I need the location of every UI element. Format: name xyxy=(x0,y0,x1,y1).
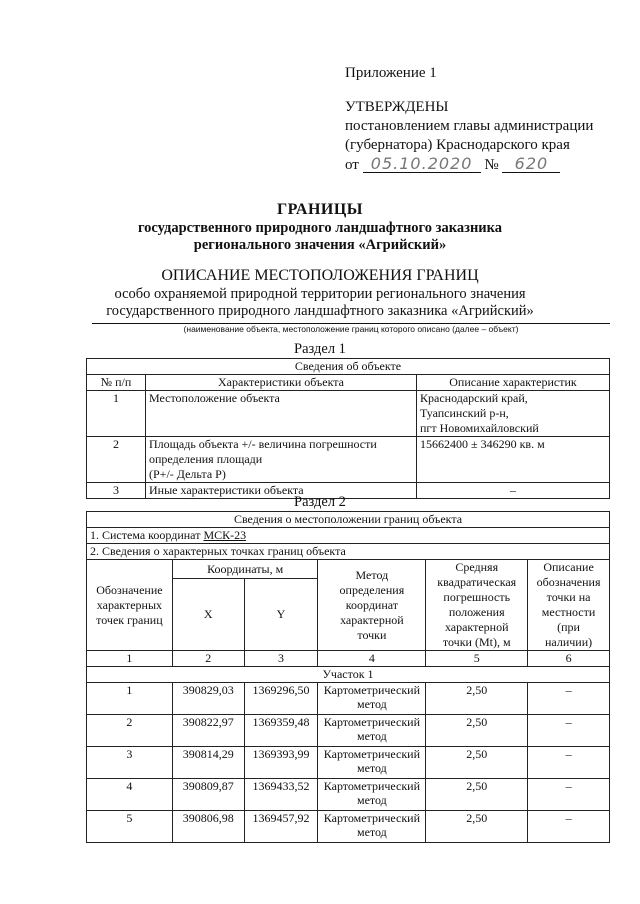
characteristic-line: Площадь объекта +/- величина погрешности xyxy=(149,437,377,451)
column-number: 2 xyxy=(172,651,244,667)
point-description: – xyxy=(528,747,610,779)
table-row xyxy=(87,391,610,437)
description-line: Туапсинский р-н, xyxy=(420,406,509,420)
coord-system-cell xyxy=(87,528,610,544)
points-label: 2. Сведения о характерных точках границ объекта xyxy=(87,544,610,560)
table-row xyxy=(87,811,610,843)
method-line: метод xyxy=(357,793,387,807)
point-method xyxy=(318,747,426,779)
characteristic-line: Местоположение объекта xyxy=(149,391,280,405)
row-description xyxy=(417,391,610,437)
point-method xyxy=(318,779,426,811)
subtitle-line-2: регионального значения «Агрийский» xyxy=(193,237,447,253)
header-line: характерной xyxy=(444,620,509,634)
row-characteristic xyxy=(146,437,417,483)
point-error: 2,50 xyxy=(426,747,528,779)
point-error: 2,50 xyxy=(426,811,528,843)
method-line: Картометрический xyxy=(323,779,421,793)
header-point-description xyxy=(528,560,610,651)
point-y: 1369359,48 xyxy=(244,715,318,747)
header-line: Метод xyxy=(355,567,389,582)
method-line: Картометрический xyxy=(323,747,421,761)
column-number: 5 xyxy=(426,651,528,667)
column-number: 4 xyxy=(318,651,426,667)
date-prefix: от xyxy=(345,157,359,173)
table-caption-row xyxy=(87,512,610,528)
method-line: Картометрический xyxy=(323,715,421,729)
method-line: метод xyxy=(357,825,387,839)
section-2-title: Раздел 2 xyxy=(294,494,346,510)
point-y: 1369457,92 xyxy=(244,811,318,843)
header-x: X xyxy=(172,579,244,651)
characteristic-line: определения площади xyxy=(149,452,263,466)
header-point xyxy=(87,560,173,651)
header-line: Описание xyxy=(543,560,594,574)
table-caption: Сведения о местоположении границ объекта xyxy=(87,512,610,528)
header-line: точки xyxy=(357,627,387,642)
table-header-row xyxy=(87,560,610,579)
boundary-points-table xyxy=(86,511,610,843)
characteristic-line: (Р+/- Дельта Р) xyxy=(149,467,226,481)
point-number: 2 xyxy=(87,715,173,747)
column-number: 3 xyxy=(244,651,318,667)
header-line: положения xyxy=(448,605,505,619)
points-label-row xyxy=(87,544,610,560)
header-line: характерной xyxy=(340,612,404,627)
header-method xyxy=(318,560,426,651)
point-description: – xyxy=(528,683,610,715)
header-y: Y xyxy=(244,579,318,651)
handwritten-number: 620 xyxy=(502,155,560,173)
description-line: 15662400 ± 346290 кв. м xyxy=(420,437,545,451)
coord-system-label: 1. Система координат xyxy=(90,528,201,542)
point-error: 2,50 xyxy=(426,683,528,715)
description-line: Краснодарский край, xyxy=(420,391,528,405)
row-description xyxy=(417,437,610,483)
header-coordinates: Координаты, м xyxy=(172,560,318,579)
object-info-table xyxy=(86,358,610,499)
row-number: 2 xyxy=(87,437,146,483)
header-line: точки на xyxy=(546,590,591,604)
point-number: 5 xyxy=(87,811,173,843)
header-line: точек границ xyxy=(96,612,163,627)
table-row xyxy=(87,779,610,811)
point-number: 3 xyxy=(87,747,173,779)
point-x: 390814,29 xyxy=(172,747,244,779)
description-note: (наименование объекта, местоположение границ которого описано (далее – объект) xyxy=(183,324,519,334)
header-line: погрешность xyxy=(443,590,511,604)
coord-system-row xyxy=(87,528,610,544)
point-y: 1369393,99 xyxy=(244,747,318,779)
point-x: 390806,98 xyxy=(172,811,244,843)
header-line: (при xyxy=(557,620,580,634)
description-title: ОПИСАНИЕ МЕСТОПОЛОЖЕНИЯ ГРАНИЦ xyxy=(161,267,479,284)
point-x: 390809,87 xyxy=(172,779,244,811)
description-line: пгт Новомихайловский xyxy=(420,421,539,435)
coord-system-value: МСК-23 xyxy=(203,528,247,542)
column-number-row xyxy=(87,651,610,667)
appendix-label: Приложение 1 xyxy=(345,65,437,81)
header-line: Средняя xyxy=(455,560,499,574)
point-error: 2,50 xyxy=(426,779,528,811)
header-line: местности xyxy=(541,605,596,619)
number-label: № xyxy=(484,157,499,173)
header-line: характерных xyxy=(96,597,163,612)
method-line: метод xyxy=(357,697,387,711)
point-y: 1369296,50 xyxy=(244,683,318,715)
point-method xyxy=(318,715,426,747)
point-x: 390829,03 xyxy=(172,683,244,715)
point-error: 2,50 xyxy=(426,715,528,747)
table-caption-row xyxy=(87,359,610,375)
plot-label: Участок 1 xyxy=(87,667,610,683)
point-description: – xyxy=(528,811,610,843)
document-title: ГРАНИЦЫ xyxy=(276,201,363,218)
header-characteristics: Характеристики объекта xyxy=(146,375,417,391)
table-row xyxy=(87,437,610,483)
row-characteristic xyxy=(146,391,417,437)
approved-label: УТВЕРЖДЕНЫ xyxy=(345,99,449,115)
point-x: 390822,97 xyxy=(172,715,244,747)
table-header-row xyxy=(87,375,610,391)
header-line: наличии) xyxy=(544,635,593,649)
method-line: метод xyxy=(357,729,387,743)
table-caption: Сведения об объекте xyxy=(87,359,610,375)
point-method xyxy=(318,811,426,843)
method-line: Картометрический xyxy=(323,811,421,825)
resolution-line-2: (губернатора) Краснодарского края xyxy=(345,137,570,153)
header-line: квадратическая xyxy=(437,575,517,589)
header-number: № п/п xyxy=(87,375,146,391)
header-line: Обозначение xyxy=(96,582,163,597)
resolution-line-1: постановлением главы администрации xyxy=(345,118,594,134)
column-number: 1 xyxy=(87,651,173,667)
description-line-1: особо охраняемой природной территории регионального значения xyxy=(114,286,526,302)
description-line-2: государственного природного ландшафтного заказника «Агрийский» xyxy=(106,303,534,319)
characteristic-line: Иные характеристики объекта xyxy=(149,483,304,497)
point-number: 1 xyxy=(87,683,173,715)
handwritten-date: 05.10.2020 xyxy=(363,155,481,173)
table-row xyxy=(87,747,610,779)
header-line: точки (Mt), м xyxy=(442,635,511,649)
resolution-lines xyxy=(345,117,593,155)
point-y: 1369433,52 xyxy=(244,779,318,811)
method-line: Картометрический xyxy=(323,683,421,697)
document-subtitle xyxy=(0,220,640,254)
description-line: – xyxy=(510,483,516,497)
table-row xyxy=(87,683,610,715)
point-description: – xyxy=(528,779,610,811)
point-number: 4 xyxy=(87,779,173,811)
header-line: обозначения xyxy=(536,575,601,589)
section-1-title: Раздел 1 xyxy=(294,341,346,357)
description-subtitle xyxy=(0,286,640,320)
point-description: – xyxy=(528,715,610,747)
method-line: метод xyxy=(357,761,387,775)
header-description: Описание характеристик xyxy=(417,375,610,391)
row-number: 3 xyxy=(87,483,146,499)
plot-row xyxy=(87,667,610,683)
header-line: определения xyxy=(339,582,405,597)
row-number: 1 xyxy=(87,391,146,437)
point-method xyxy=(318,683,426,715)
table-row xyxy=(87,715,610,747)
header-error xyxy=(426,560,528,651)
date-number-line xyxy=(345,155,560,174)
subtitle-line-1: государственного природного ландшафтного заказника xyxy=(137,220,503,236)
header-line: координат xyxy=(345,597,399,612)
column-number: 6 xyxy=(528,651,610,667)
